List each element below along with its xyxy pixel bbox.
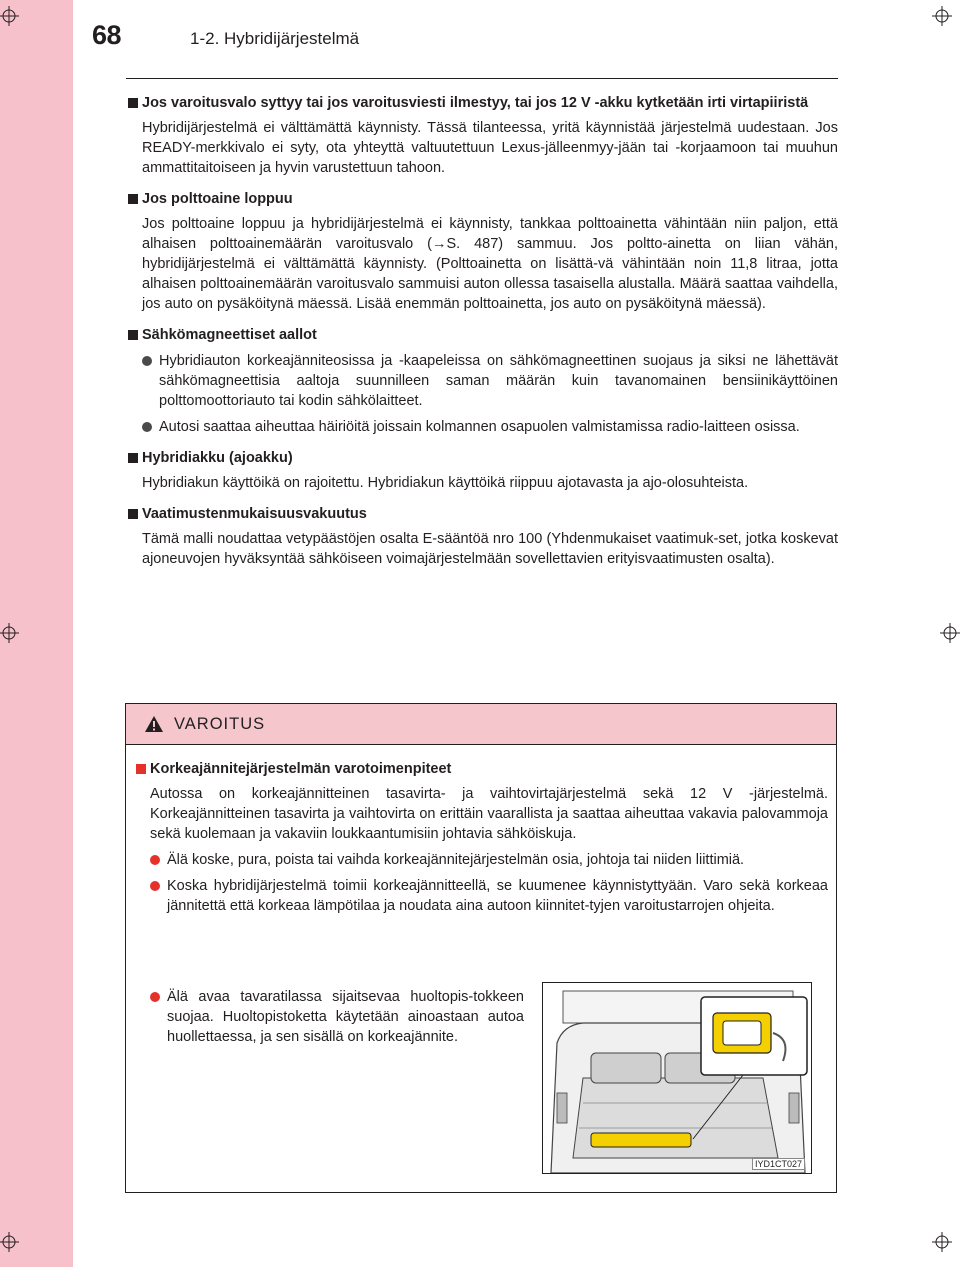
list-item: Hybridiauton korkeajänniteosissa ja -kaapeleissa on sähkömagneettinen suojaus ja siksi ne lähettävät sähkömagneettisia aaltoja suunnilleen saman määrän kuin tavanomainen bensiinikäyttöinen polttomoottoriauto tai kodin sähkölaitteet. — [126, 351, 838, 411]
section-conformity — [126, 504, 838, 569]
warning-label: VAROITUS — [174, 714, 266, 733]
round-bullet-icon — [150, 881, 160, 891]
registration-mark-icon — [0, 623, 19, 643]
section-text: Jos polttoaine loppuu ja hybridijärjestelmä ei käynnisty, tankkaa polttoainetta vähintään niin paljon, että alhaisen polttoainemäärän varoitusvalo (→S. 487) sammuu. Jos poltto-ainetta on liian vähän, hybridijärjestelmä ei välttämättä käynnisty. (Polttoainetta on lisättä-vä vähintään noin 11,8 litraa, jotta alhaisen polttoainemäärän varoitusvalo sammuisi auton ollessa tasaisella alustalla. Määrä saattaa vaihdella, jos auto on pysäköitynä mäessä. Lisää enemmän polttoainetta, jos auto on pysäköitynä mäessä). — [142, 216, 838, 312]
section-text: Hybridiakun käyttöikä on rajoitettu. Hybridiakun käyttöikä riippuu ajotavasta ja ajo-olosuhteista. — [142, 475, 749, 491]
list-item: Älä avaa tavaratilassa sijaitsevaa huoltopis-tokkeen suojaa. Huoltopistoketta käytetään ainoastaan autoa huollettaessa, ja sen sisällä on korkeajännite. — [134, 987, 524, 1047]
registration-mark-icon — [932, 1232, 952, 1252]
section-title: Vaatimustenmukaisuusvakuutus — [126, 504, 838, 524]
service-plug-illustration — [542, 982, 812, 1174]
figure-code: IYD1CT027 — [752, 1158, 805, 1170]
registration-mark-icon — [0, 1232, 19, 1252]
section-title: Jos polttoaine loppuu — [126, 189, 838, 209]
square-bullet-icon — [136, 764, 146, 774]
section-hybrid-battery — [126, 448, 838, 493]
square-bullet-icon — [128, 194, 138, 204]
warning-body — [126, 745, 836, 916]
section-text: Tämä malli noudattaa vetypäästöjen osalta E-sääntöä nro 100 (Yhdenmukaiset vaatimuk-set, jotka koskevat ajoneuvojen hyväksyntää sähköiseen voimajärjestelmään sovellettavien erityisvaatimusten osalta). — [142, 531, 838, 567]
registration-mark-icon — [932, 6, 952, 26]
section-title: Sähkömagneettiset aallot — [126, 325, 838, 345]
round-bullet-icon — [150, 992, 160, 1002]
round-bullet-icon — [142, 422, 152, 432]
section-title: Jos varoitusvalo syttyy tai jos varoitusviesti ilmestyy, tai jos 12 V -akku kytketään irti virtapiiristä — [126, 93, 838, 113]
section-em-waves — [126, 325, 838, 437]
section-fuel — [126, 189, 838, 314]
registration-mark-icon — [940, 623, 960, 643]
header-divider — [126, 78, 838, 79]
warning-text: Autossa on korkeajännitteinen tasavirta- ja vaihtovirtajärjestelmä sekä 12 V -järjestelmä. Korkeajännitteinen tasavirta ja vaihtovirta on erittäin vaarallista ja saattaa aiheuttaa vakavia palovammoja sekä kuolemaan ja vakaviin loukkaantumisiin johtavia sähköiskuja. — [150, 786, 828, 842]
warning-triangle-icon — [144, 715, 164, 733]
round-bullet-icon — [150, 855, 160, 865]
section-warning-light — [126, 93, 838, 178]
list-item: Koska hybridijärjestelmä toimii korkeajännitteellä, se kuumenee käynnistyttyään. Varo sekä korkeaa jännitettä että korkeaa lämpötilaa ja noudata aina autoon kiinnitet-tyjen varoitustarrojen ohjeita. — [134, 876, 828, 916]
registration-mark-icon — [0, 6, 19, 26]
square-bullet-icon — [128, 98, 138, 108]
square-bullet-icon — [128, 330, 138, 340]
page-number: 68 — [92, 20, 122, 50]
page-section-title: 1-2. Hybridijärjestelmä — [190, 29, 360, 48]
main-content — [126, 93, 838, 580]
round-bullet-icon — [142, 356, 152, 366]
section-text: Hybridijärjestelmä ei välttämättä käynnisty. Tässä tilanteessa, yritä käynnistää järjestelmä uudestaan. Jos READY-merkkivalo ei syty, ota yhteyttä valtuutettuun Lexus-jälleenmyy-jään tai -korjaamoon tai muuhun ammattitaitoiseen ja hyvin varustettuun tahoon. — [142, 120, 838, 176]
warning-title: Korkeajännitejärjestelmän varotoimenpiteet — [134, 759, 828, 779]
warning-header — [126, 704, 836, 745]
square-bullet-icon — [128, 509, 138, 519]
square-bullet-icon — [128, 453, 138, 463]
car-trunk-illustration — [543, 983, 812, 1174]
section-title: Hybridiakku (ajoakku) — [126, 448, 838, 468]
list-item: Älä koske, pura, poista tai vaihda korkeajännitejärjestelmän osia, johtoja tai niiden liittimiä. — [134, 850, 828, 870]
warning-box — [125, 703, 837, 1193]
list-item: Autosi saattaa aiheuttaa häiriöitä joissain kolmannen osapuolen valmistamissa radio-laitteen osissa. — [126, 417, 838, 437]
